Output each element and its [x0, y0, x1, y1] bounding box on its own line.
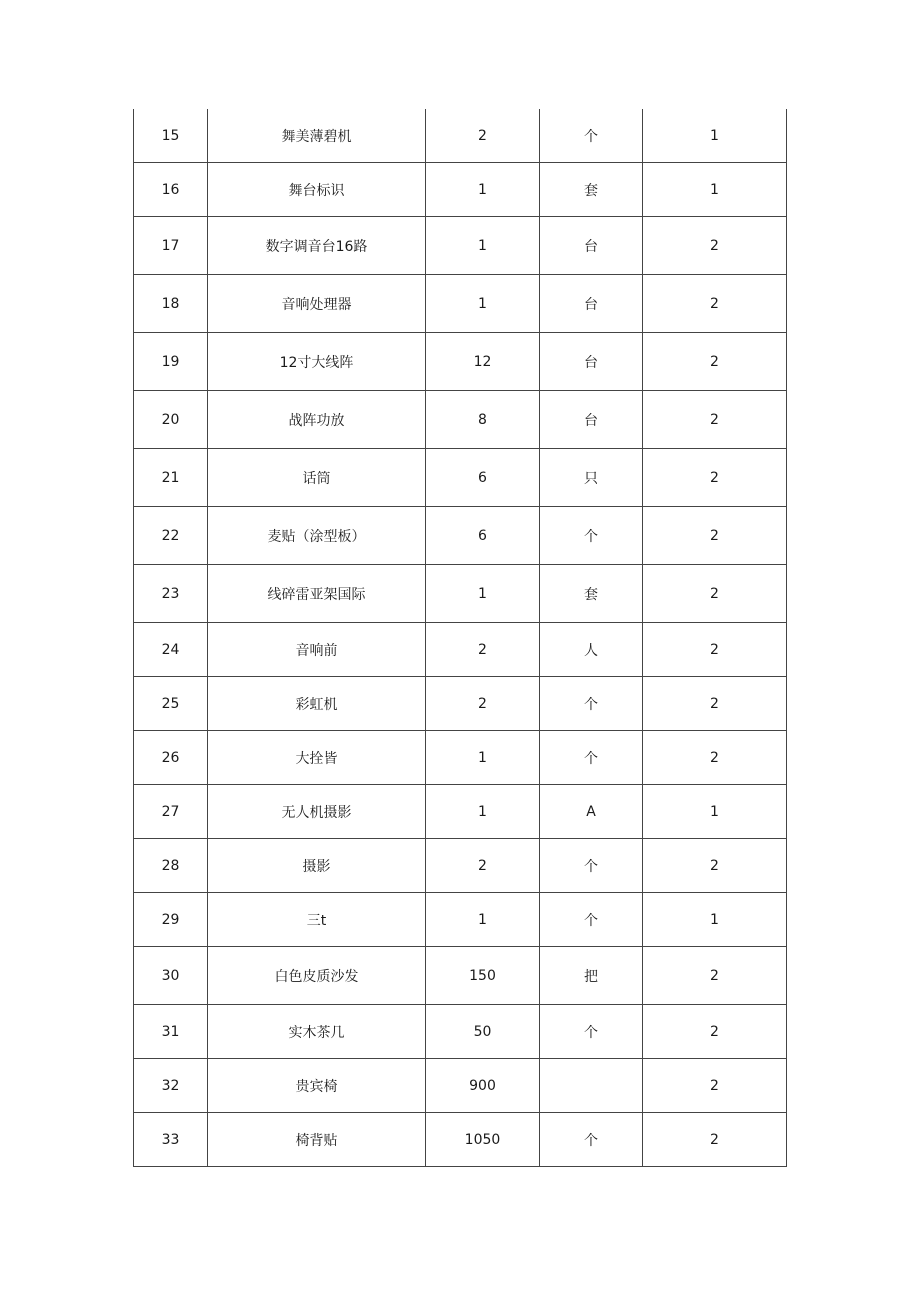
table-row	[134, 731, 787, 785]
table-row	[134, 1005, 787, 1059]
cell-unit: 台	[540, 391, 643, 449]
cell-unit: 个	[540, 731, 643, 785]
cell-days: 2	[643, 623, 787, 677]
cell-name: 舞美薄碧机	[208, 109, 426, 163]
table-row	[134, 623, 787, 677]
cell-unit: 台	[540, 333, 643, 391]
cell-qty: 1	[426, 731, 540, 785]
cell-name: 无人机摄影	[208, 785, 426, 839]
cell-no: 22	[134, 507, 208, 565]
cell-days: 2	[643, 217, 787, 275]
cell-qty: 8	[426, 391, 540, 449]
cell-name: 舞台标识	[208, 163, 426, 217]
cell-qty: 6	[426, 449, 540, 507]
table-row	[134, 333, 787, 391]
cell-no: 32	[134, 1059, 208, 1113]
cell-qty: 12	[426, 333, 540, 391]
cell-name: 数字调音台16路	[208, 217, 426, 275]
cell-no: 24	[134, 623, 208, 677]
cell-no: 30	[134, 947, 208, 1005]
table-row	[134, 839, 787, 893]
cell-days: 1	[643, 785, 787, 839]
cell-name: 贵宾椅	[208, 1059, 426, 1113]
cell-name: 音响处理器	[208, 275, 426, 333]
cell-unit: 个	[540, 109, 643, 163]
cell-unit: 个	[540, 1113, 643, 1167]
cell-qty: 1	[426, 785, 540, 839]
cell-days: 1	[643, 163, 787, 217]
table-row	[134, 893, 787, 947]
cell-days: 2	[643, 333, 787, 391]
table-row	[134, 565, 787, 623]
cell-days: 2	[643, 839, 787, 893]
cell-no: 31	[134, 1005, 208, 1059]
cell-qty: 1050	[426, 1113, 540, 1167]
cell-days: 2	[643, 449, 787, 507]
cell-no: 33	[134, 1113, 208, 1167]
cell-no: 23	[134, 565, 208, 623]
cell-days: 2	[643, 1059, 787, 1113]
cell-days: 1	[643, 893, 787, 947]
cell-qty: 1	[426, 275, 540, 333]
cell-name: 白色皮质沙发	[208, 947, 426, 1005]
cell-name: 12寸大线阵	[208, 333, 426, 391]
cell-no: 18	[134, 275, 208, 333]
cell-days: 2	[643, 275, 787, 333]
cell-unit: A	[540, 785, 643, 839]
cell-days: 2	[643, 507, 787, 565]
table-row	[134, 1059, 787, 1113]
cell-name: 椅背贴	[208, 1113, 426, 1167]
cell-unit: 人	[540, 623, 643, 677]
cell-no: 25	[134, 677, 208, 731]
cell-no: 26	[134, 731, 208, 785]
cell-name: 实木茶几	[208, 1005, 426, 1059]
cell-name: 音响前	[208, 623, 426, 677]
cell-days: 1	[643, 109, 787, 163]
cell-no: 27	[134, 785, 208, 839]
cell-days: 2	[643, 677, 787, 731]
cell-unit: 个	[540, 839, 643, 893]
table-body	[134, 109, 787, 1167]
cell-qty: 2	[426, 623, 540, 677]
cell-qty: 900	[426, 1059, 540, 1113]
cell-days: 2	[643, 1005, 787, 1059]
cell-name: 大拴皆	[208, 731, 426, 785]
table-row	[134, 677, 787, 731]
cell-days: 2	[643, 731, 787, 785]
table-row	[134, 275, 787, 333]
cell-qty: 2	[426, 109, 540, 163]
cell-no: 28	[134, 839, 208, 893]
cell-name: 摄影	[208, 839, 426, 893]
cell-qty: 1	[426, 565, 540, 623]
cell-name: 战阵功放	[208, 391, 426, 449]
cell-days: 2	[643, 947, 787, 1005]
table-row	[134, 507, 787, 565]
cell-name: 彩虹机	[208, 677, 426, 731]
cell-unit: 套	[540, 163, 643, 217]
cell-name: 三t	[208, 893, 426, 947]
cell-days: 2	[643, 565, 787, 623]
equipment-table	[133, 109, 787, 1167]
cell-qty: 50	[426, 1005, 540, 1059]
table-row	[134, 449, 787, 507]
cell-no: 20	[134, 391, 208, 449]
cell-no: 19	[134, 333, 208, 391]
table-row	[134, 217, 787, 275]
table-row	[134, 163, 787, 217]
cell-no: 16	[134, 163, 208, 217]
cell-days: 2	[643, 391, 787, 449]
cell-unit: 只	[540, 449, 643, 507]
cell-qty: 150	[426, 947, 540, 1005]
cell-qty: 1	[426, 893, 540, 947]
cell-unit	[540, 1059, 643, 1113]
cell-unit: 个	[540, 893, 643, 947]
cell-name: 话筒	[208, 449, 426, 507]
table-row	[134, 1113, 787, 1167]
cell-qty: 6	[426, 507, 540, 565]
cell-unit: 台	[540, 275, 643, 333]
cell-qty: 2	[426, 677, 540, 731]
cell-unit: 个	[540, 1005, 643, 1059]
cell-qty: 2	[426, 839, 540, 893]
cell-name: 麦贴（涂型板）	[208, 507, 426, 565]
table-row	[134, 109, 787, 163]
table-row	[134, 391, 787, 449]
cell-name: 线碎雷亚架国际	[208, 565, 426, 623]
cell-unit: 个	[540, 677, 643, 731]
cell-no: 15	[134, 109, 208, 163]
cell-qty: 1	[426, 163, 540, 217]
table-row	[134, 947, 787, 1005]
table-row	[134, 785, 787, 839]
cell-unit: 个	[540, 507, 643, 565]
cell-qty: 1	[426, 217, 540, 275]
cell-no: 29	[134, 893, 208, 947]
cell-unit: 台	[540, 217, 643, 275]
cell-no: 21	[134, 449, 208, 507]
cell-no: 17	[134, 217, 208, 275]
cell-unit: 把	[540, 947, 643, 1005]
cell-unit: 套	[540, 565, 643, 623]
cell-days: 2	[643, 1113, 787, 1167]
